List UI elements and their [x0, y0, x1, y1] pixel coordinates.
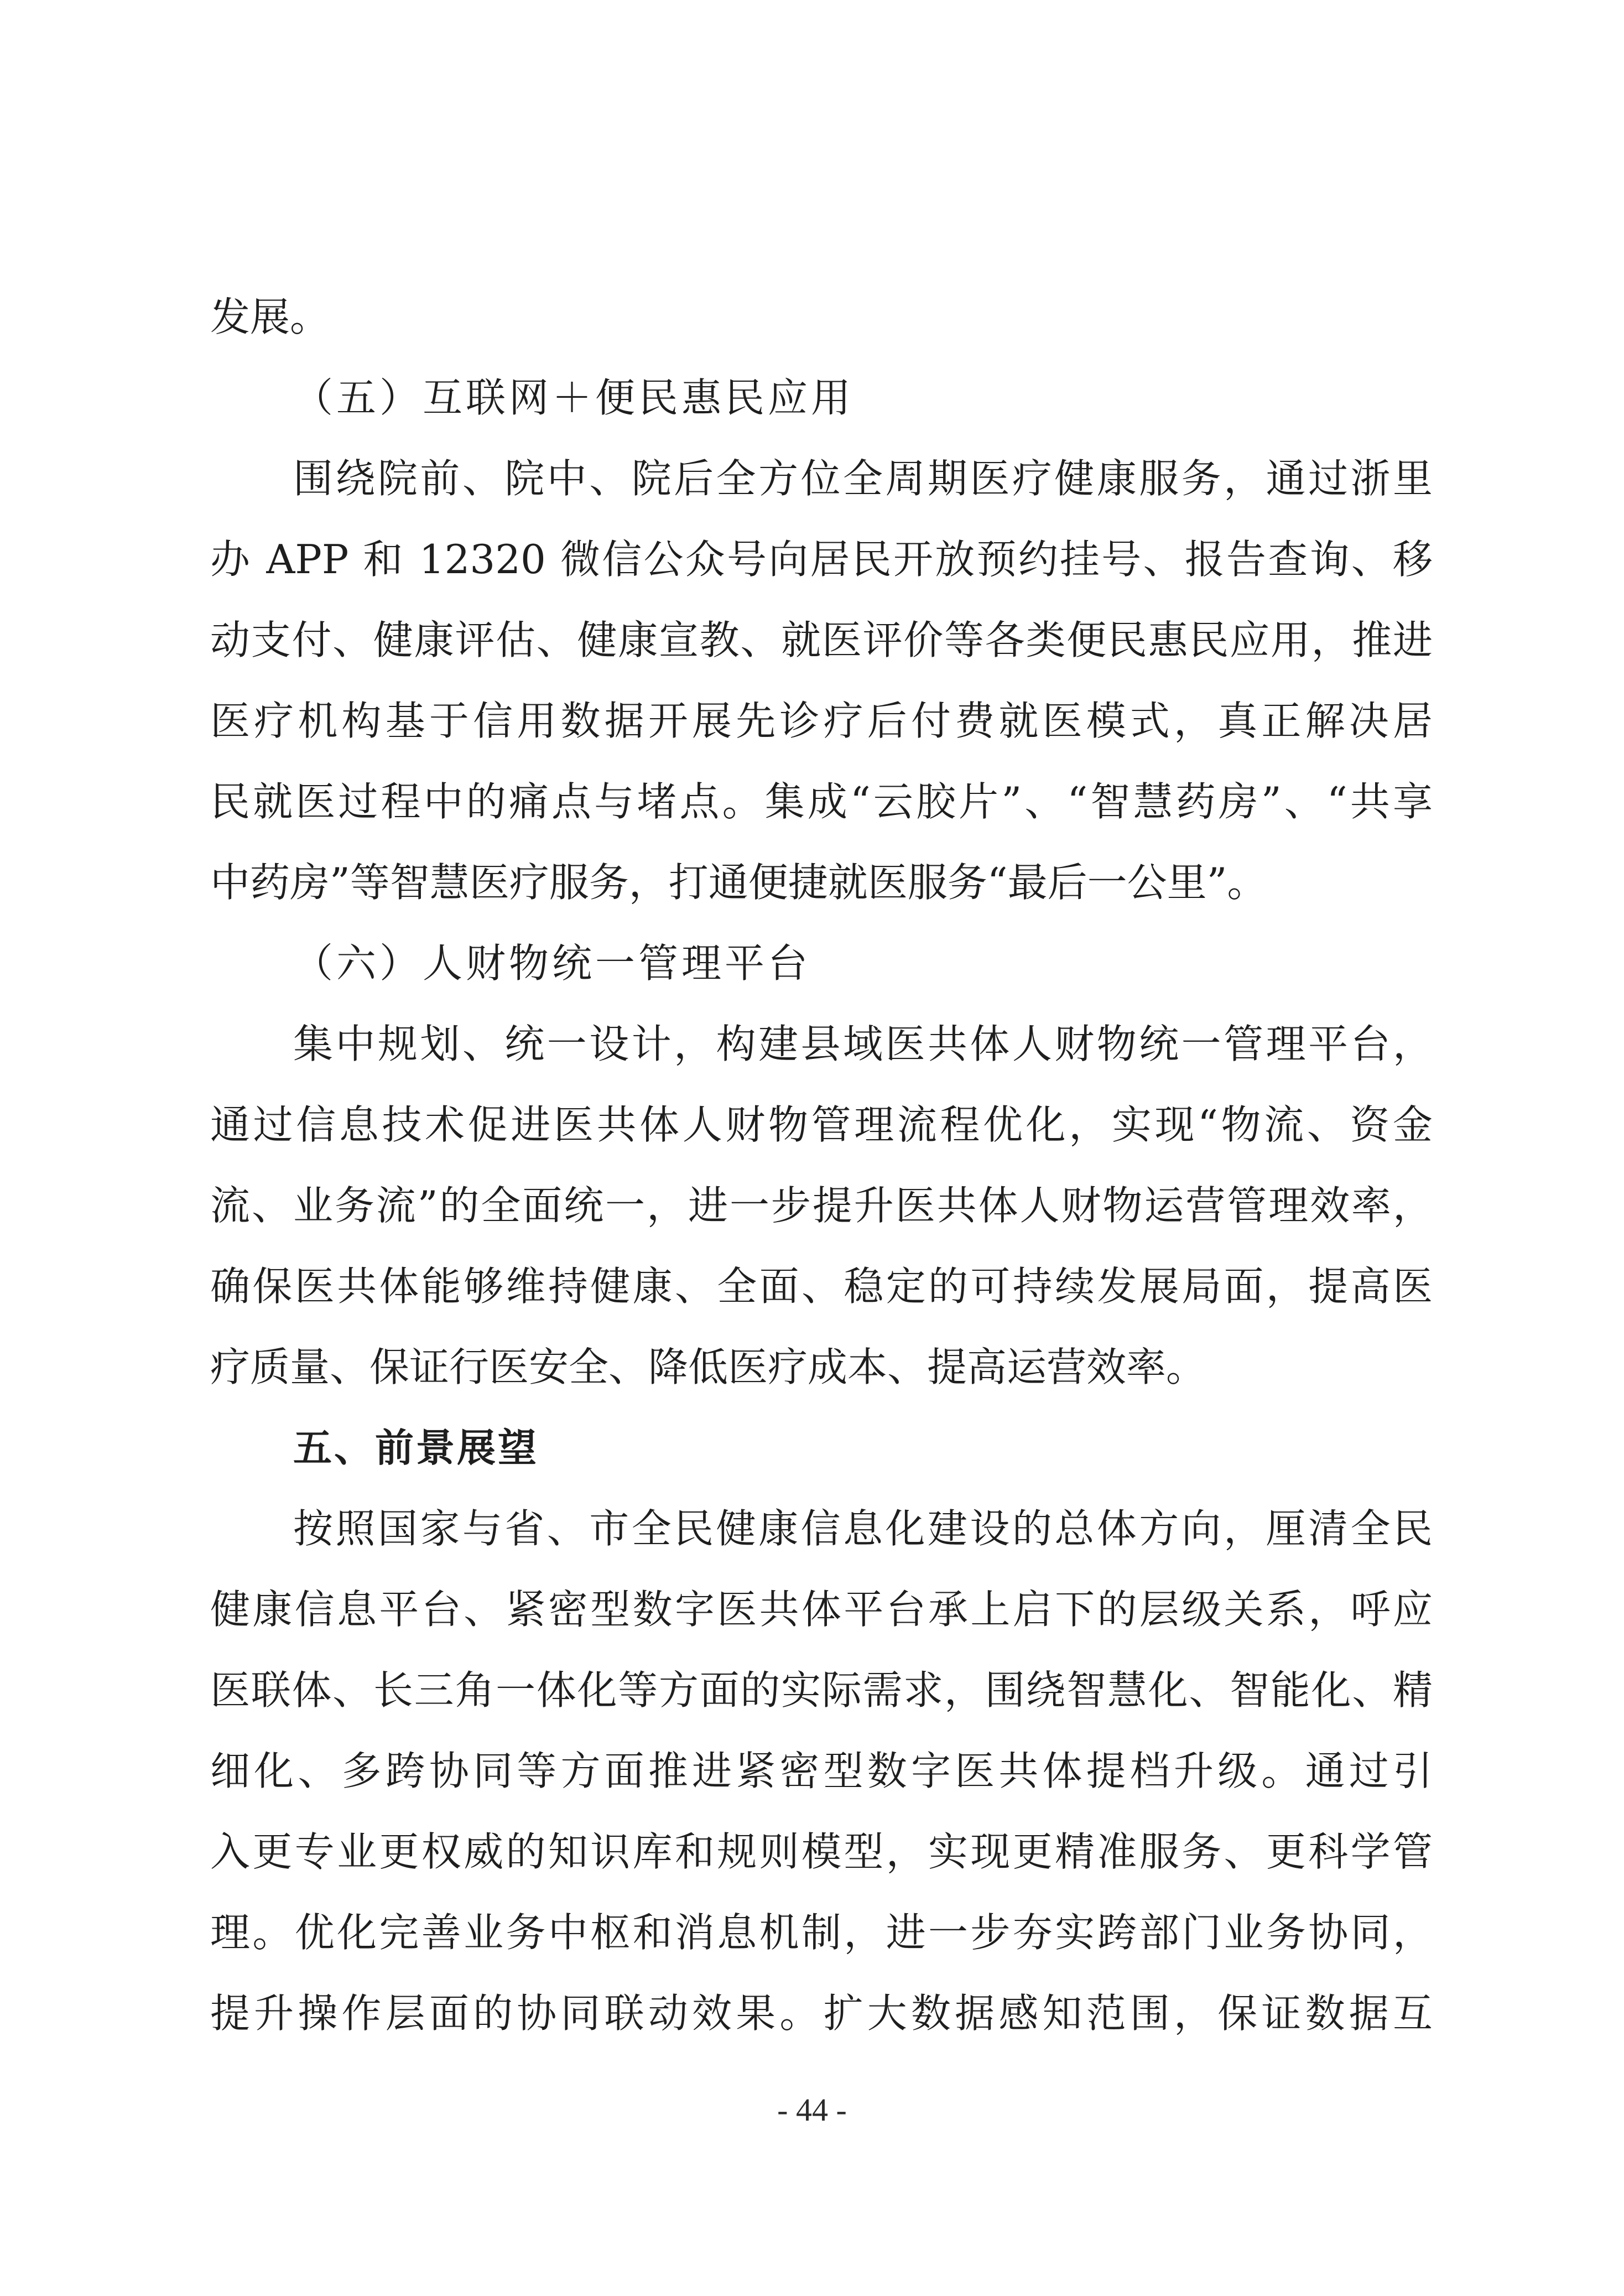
body-text [210, 277, 1433, 2054]
paragraph-line: 确保医共体能够维持健康、全面、稳定的可持续发展局面，提高医 [210, 1263, 1433, 1310]
paragraph-continuation: 发展。 [210, 294, 330, 340]
paragraph-line: 中药房”等智慧医疗服务，打通便捷就医服务“最后一公里”。 [210, 859, 1267, 906]
chapter-heading-prospects: 五、前景展望 [293, 1425, 539, 1471]
paragraph-line: 办 APP 和 12320 微信公众号向居民开放预约挂号、报告查询、移 [210, 536, 1433, 583]
paragraph-line: 医联体、长三角一体化等方面的实际需求，围绕智慧化、智能化、精 [210, 1667, 1433, 1713]
section-heading-5: （五）互联网＋便民惠民应用 [293, 375, 855, 421]
paragraph-line: 按照国家与省、市全民健康信息化建设的总体方向，厘清全民 [293, 1505, 1433, 1552]
paragraph-line: 集中规划、统一设计，构建县域医共体人财物统一管理平台， [293, 1021, 1433, 1067]
paragraph-line: 健康信息平台、紧密型数字医共体平台承上启下的层级关系，呼应 [210, 1586, 1433, 1633]
paragraph-line: 疗质量、保证行医安全、降低医疗成本、提高运营效率。 [210, 1344, 1206, 1390]
page-number: - 44 - [777, 2092, 847, 2128]
paragraph-line: 民就医过程中的痛点与堵点。集成“云胶片”、“智慧药房”、“共享 [210, 778, 1433, 825]
paragraph-line: 提升操作层面的协同联动效果。扩大数据感知范围，保证数据互 [210, 1990, 1433, 2037]
paragraph-line: 细化、多跨协同等方面推进紧密型数字医共体提档升级。通过引 [210, 1748, 1433, 1794]
paragraph-line: 医疗机构基于信用数据开展先诊疗后付费就医模式，真正解决居 [210, 698, 1433, 744]
paragraph-line: 流、业务流”的全面统一，进一步提升医共体人财物运营管理效率， [210, 1182, 1433, 1229]
section-heading-6: （六）人财物统一管理平台 [293, 940, 811, 986]
paragraph-line: 动支付、健康评估、健康宣教、就医评价等各类便民惠民应用，推进 [210, 617, 1433, 663]
paragraph-line: 入更专业更权威的知识库和规则模型，实现更精准服务、更科学管 [210, 1829, 1433, 1875]
paragraph-line: 围绕院前、院中、院后全方位全周期医疗健康服务，通过浙里 [293, 455, 1433, 502]
paragraph-line: 通过信息技术促进医共体人财物管理流程优化，实现“物流、资金 [210, 1102, 1433, 1148]
paragraph-line: 理。优化完善业务中枢和消息机制，进一步夯实跨部门业务协同， [210, 1909, 1433, 1956]
